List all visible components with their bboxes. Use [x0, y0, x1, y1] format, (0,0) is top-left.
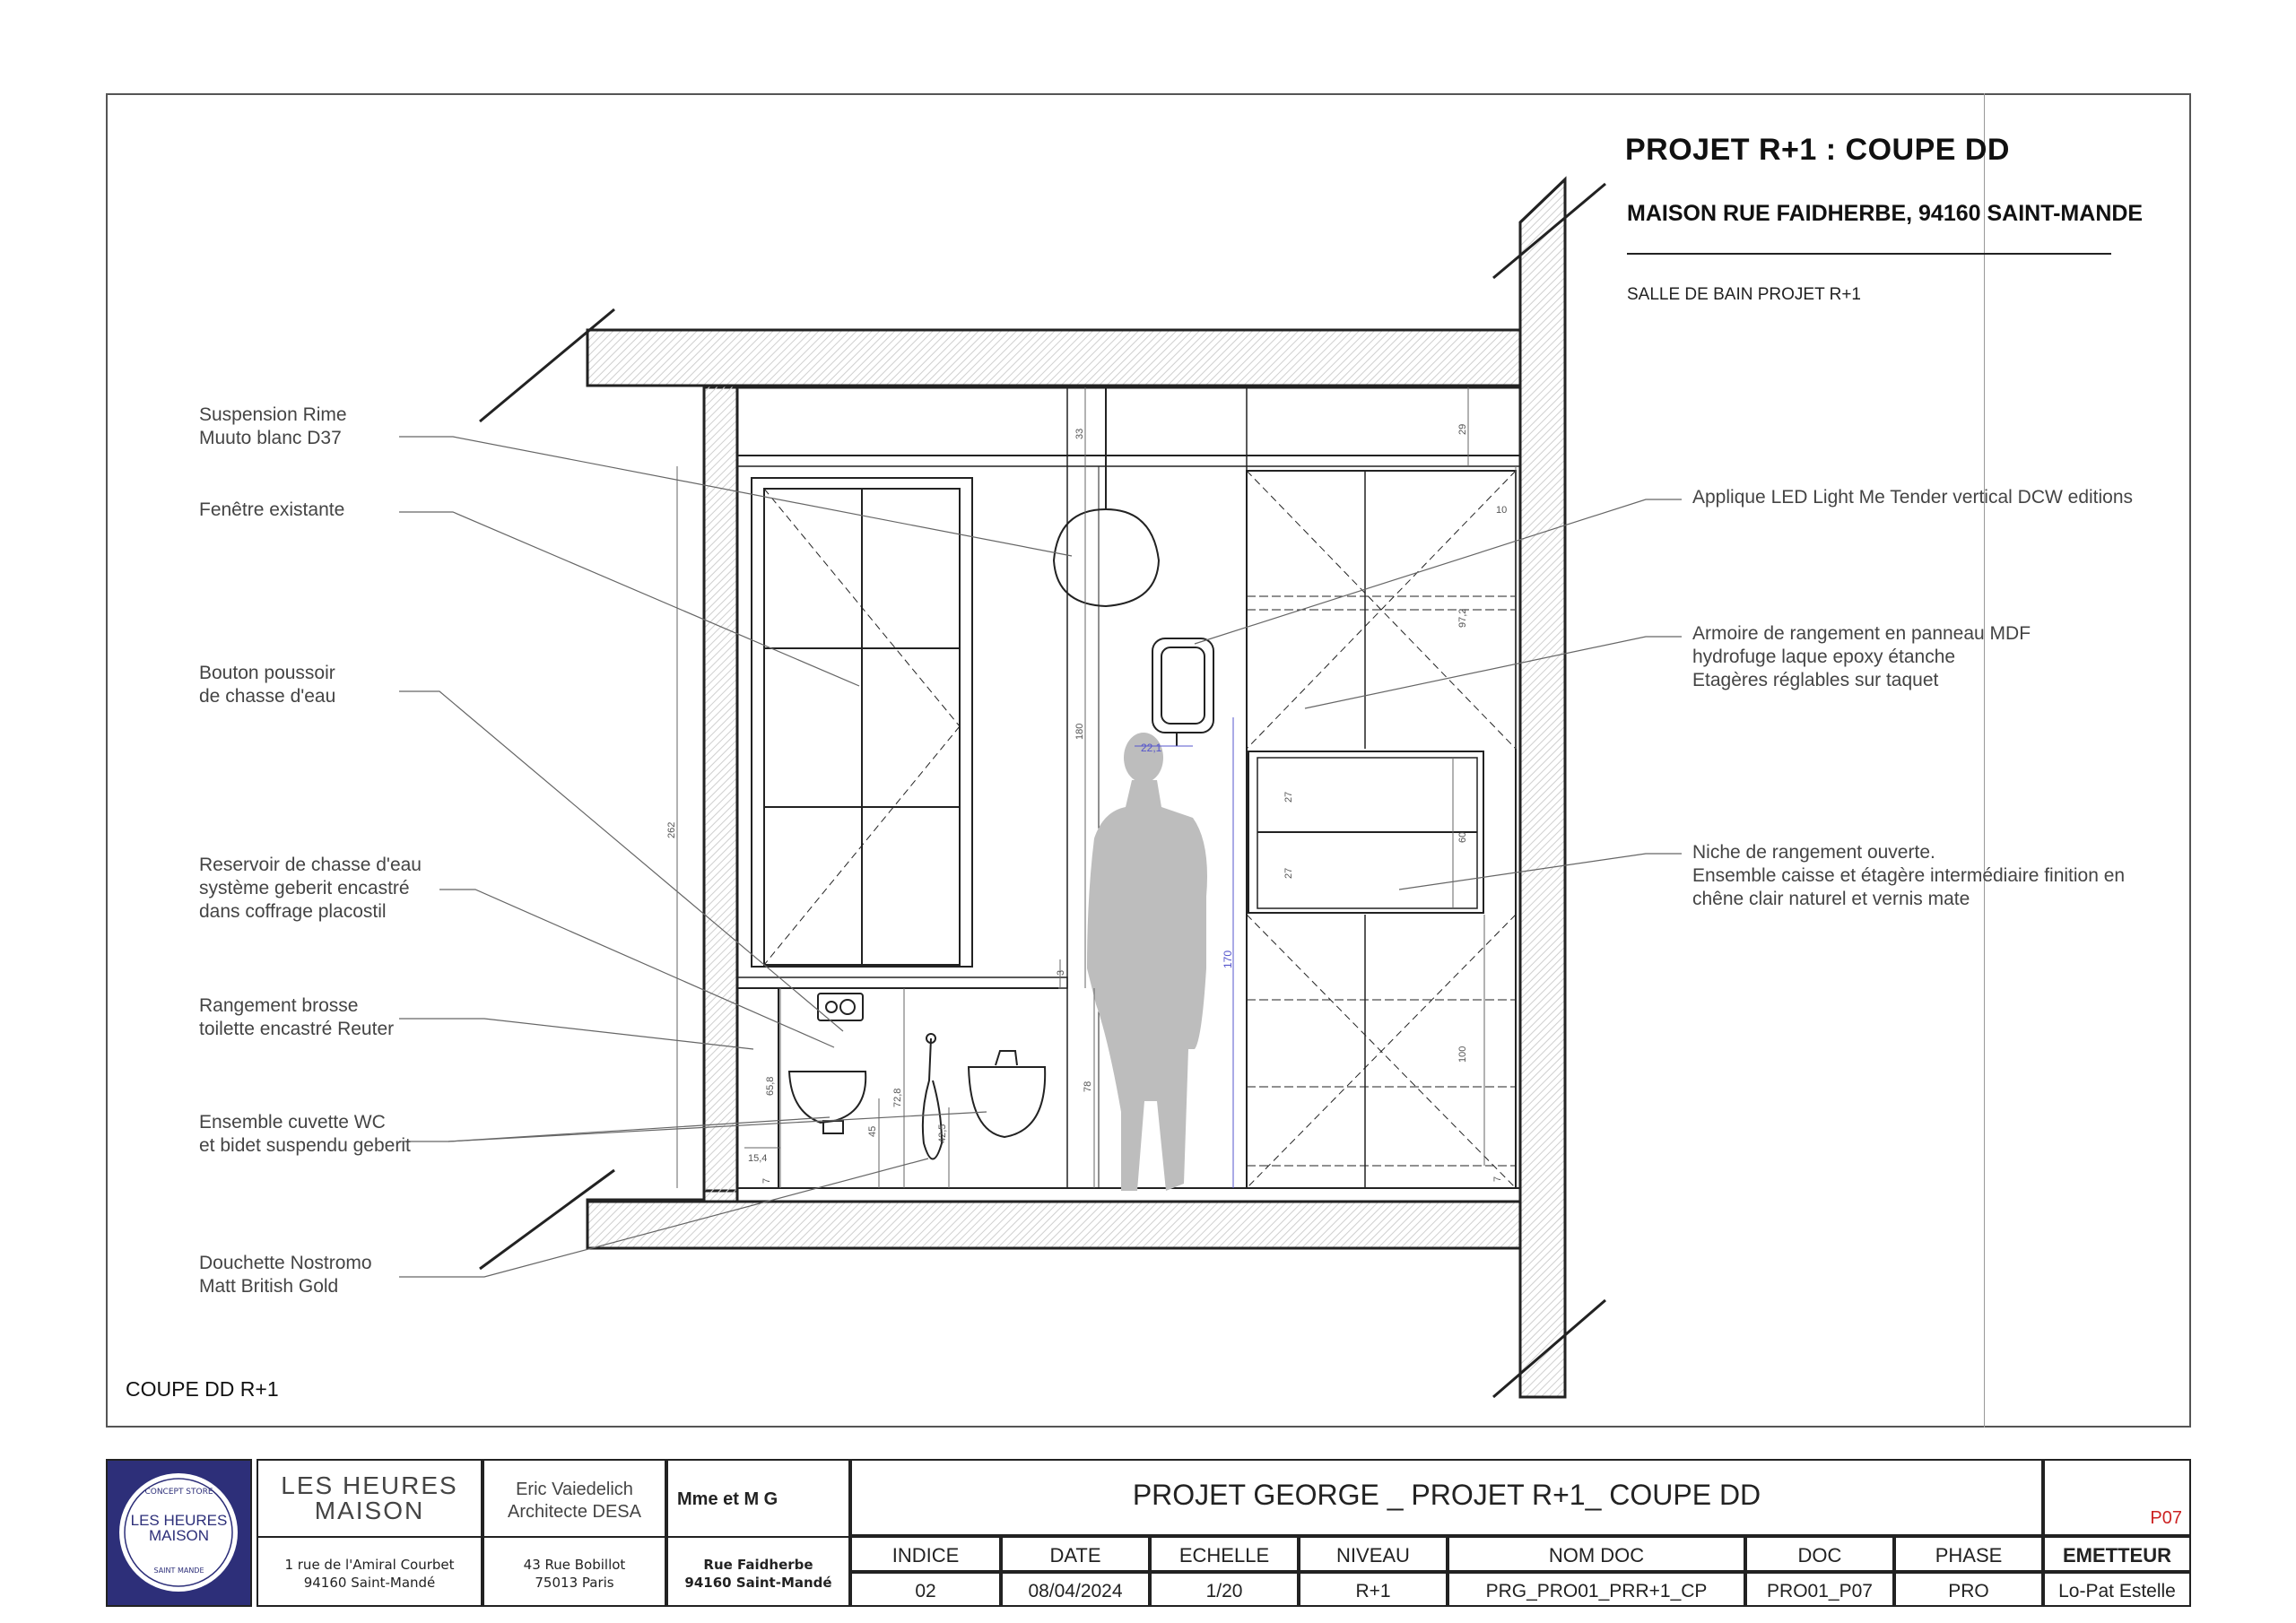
company-address: 1 rue de l'Amiral Courbet 94160 Saint-Mandé: [284, 1557, 455, 1591]
val-doc: PRO01_P07: [1745, 1572, 1894, 1607]
dim-bidet-height: 72,8: [892, 1088, 903, 1107]
storage-cabinet: [1247, 471, 1516, 1188]
col-niveau: NIVEAU: [1299, 1536, 1448, 1572]
dim-niche-lower: 27: [1283, 867, 1294, 879]
label-cabinet: Armoire de rangement en panneau MDF hydrofuge laque epoxy étanche Etagères réglables sur taquet: [1692, 623, 2031, 690]
window: [737, 478, 1067, 988]
architect-cell: [483, 1459, 666, 1607]
label-pendant: Suspension Rime Muuto blanc D37: [199, 404, 347, 448]
company-name: LES HEURES MAISON: [281, 1471, 458, 1524]
dim-niche-total: 60: [1457, 831, 1468, 843]
leader-lines: [399, 437, 1682, 1277]
col-emetteur: EMETTEUR: [2043, 1536, 2191, 1572]
person-silhouette: [1087, 733, 1207, 1191]
label-hand-shower: Douchette Nostromo Matt British Gold: [199, 1253, 372, 1297]
logo-ring-bottom: SAINT MANDE: [153, 1567, 204, 1575]
dim-floor-left: 7: [761, 1177, 772, 1184]
col-echelle: ECHELLE: [1150, 1536, 1299, 1572]
client-cell: [666, 1459, 850, 1607]
dim-wc-height: 65,8: [765, 1076, 776, 1096]
pendant-lamp: [1054, 387, 1159, 606]
dim-sill-height: 78: [1083, 1081, 1093, 1092]
dimension-values: [666, 424, 1507, 1184]
val-indice: 02: [850, 1572, 1001, 1607]
val-echelle: 1/20: [1150, 1572, 1299, 1607]
label-cistern: Reservoir de chasse d'eau système geberit encastré dans coffrage placostil: [199, 855, 422, 922]
project-title-cell: [850, 1459, 2043, 1536]
dim-niche-upper: 27: [1283, 791, 1294, 803]
label-wall-light: Applique LED Light Me Tender vertical DCW editions: [1692, 487, 2134, 508]
dim-cabinet-lower: 100: [1457, 1046, 1468, 1063]
dimension-lines: [677, 387, 1516, 1188]
dim-top-band: 29: [1457, 423, 1468, 435]
dim-pendant-drop: 33: [1074, 428, 1085, 439]
dim-cabinet-base: 7: [1492, 1176, 1503, 1182]
logo-name: LES HEURES MAISON: [130, 1512, 228, 1544]
project-title: PROJET GEORGE _ PROJET R+1_ COUPE DD: [1132, 1479, 1761, 1511]
dim-bowl-height: 45: [867, 1125, 878, 1137]
val-nom-doc: PRG_PRO01_PRR+1_CP: [1448, 1572, 1745, 1607]
col-doc: DOC: [1745, 1536, 1894, 1572]
client-address: Rue Faidherbe 94160 Saint-Mandé: [684, 1557, 832, 1591]
dim-light-height: 180: [1074, 723, 1085, 740]
col-phase: PHASE: [1894, 1536, 2043, 1572]
structure: [587, 179, 1565, 1397]
architect-name: Eric Vaiedelich Architecte DESA: [508, 1480, 641, 1522]
col-date: DATE: [1001, 1536, 1150, 1572]
dim-height-total: 262: [666, 821, 677, 838]
label-wc-bidet: Ensemble cuvette WC et bidet suspendu geberit: [199, 1112, 411, 1156]
wall-light: [1152, 638, 1213, 746]
client-name: Mme et M G: [677, 1489, 778, 1509]
label-brush-storage: Rangement brosse toilette encastré Reuter: [199, 995, 395, 1039]
room-name: SALLE DE BAIN PROJET R+1: [1627, 285, 1861, 304]
val-phase: PRO: [1894, 1572, 2043, 1607]
dim-sill: 3: [1056, 969, 1066, 976]
sheet-title: PROJET R+1 : COUPE DD: [1625, 133, 2010, 167]
title-underline: [1627, 253, 2111, 255]
label-niche: Niche de rangement ouverte. Ensemble caisse et étagère intermédiaire finition en chêne clair naturel et vernis mate: [1692, 842, 2126, 909]
wc-fixtures: [737, 988, 1058, 1188]
val-niveau: R+1: [1299, 1572, 1448, 1607]
dim-cabinet-upper: 97,2: [1457, 608, 1468, 628]
view-name: COUPE DD R+1: [126, 1377, 279, 1401]
dim-brush-height: 15,4: [748, 1153, 768, 1164]
label-window: Fenêtre existante: [199, 499, 345, 520]
dim-light-offset: 22,1: [1141, 742, 1162, 754]
architect-address: 43 Rue Bobillot 75013 Paris: [523, 1557, 626, 1591]
val-date: 08/04/2024: [1001, 1572, 1150, 1607]
sheet-number-cell: [2043, 1459, 2191, 1536]
dim-spout-height: 42,5: [937, 1124, 948, 1143]
dim-figure-height: 170: [1222, 950, 1234, 968]
project-address: MAISON RUE FAIDHERBE, 94160 SAINT-MANDE: [1627, 201, 2144, 226]
sheet-number: P07: [2150, 1508, 2182, 1528]
col-indice: INDICE: [850, 1536, 1001, 1572]
dim-cabinet-side: 10: [1496, 505, 1508, 516]
logo-ring-top: CONCEPT STORE: [144, 1488, 213, 1497]
label-flush-button: Bouton poussoir de chasse d'eau: [199, 663, 336, 707]
logo-cell: [106, 1459, 252, 1607]
col-nom-doc: NOM DOC: [1448, 1536, 1745, 1572]
val-emetteur: Lo-Pat Estelle: [2043, 1572, 2191, 1607]
company-cell: [257, 1459, 483, 1607]
